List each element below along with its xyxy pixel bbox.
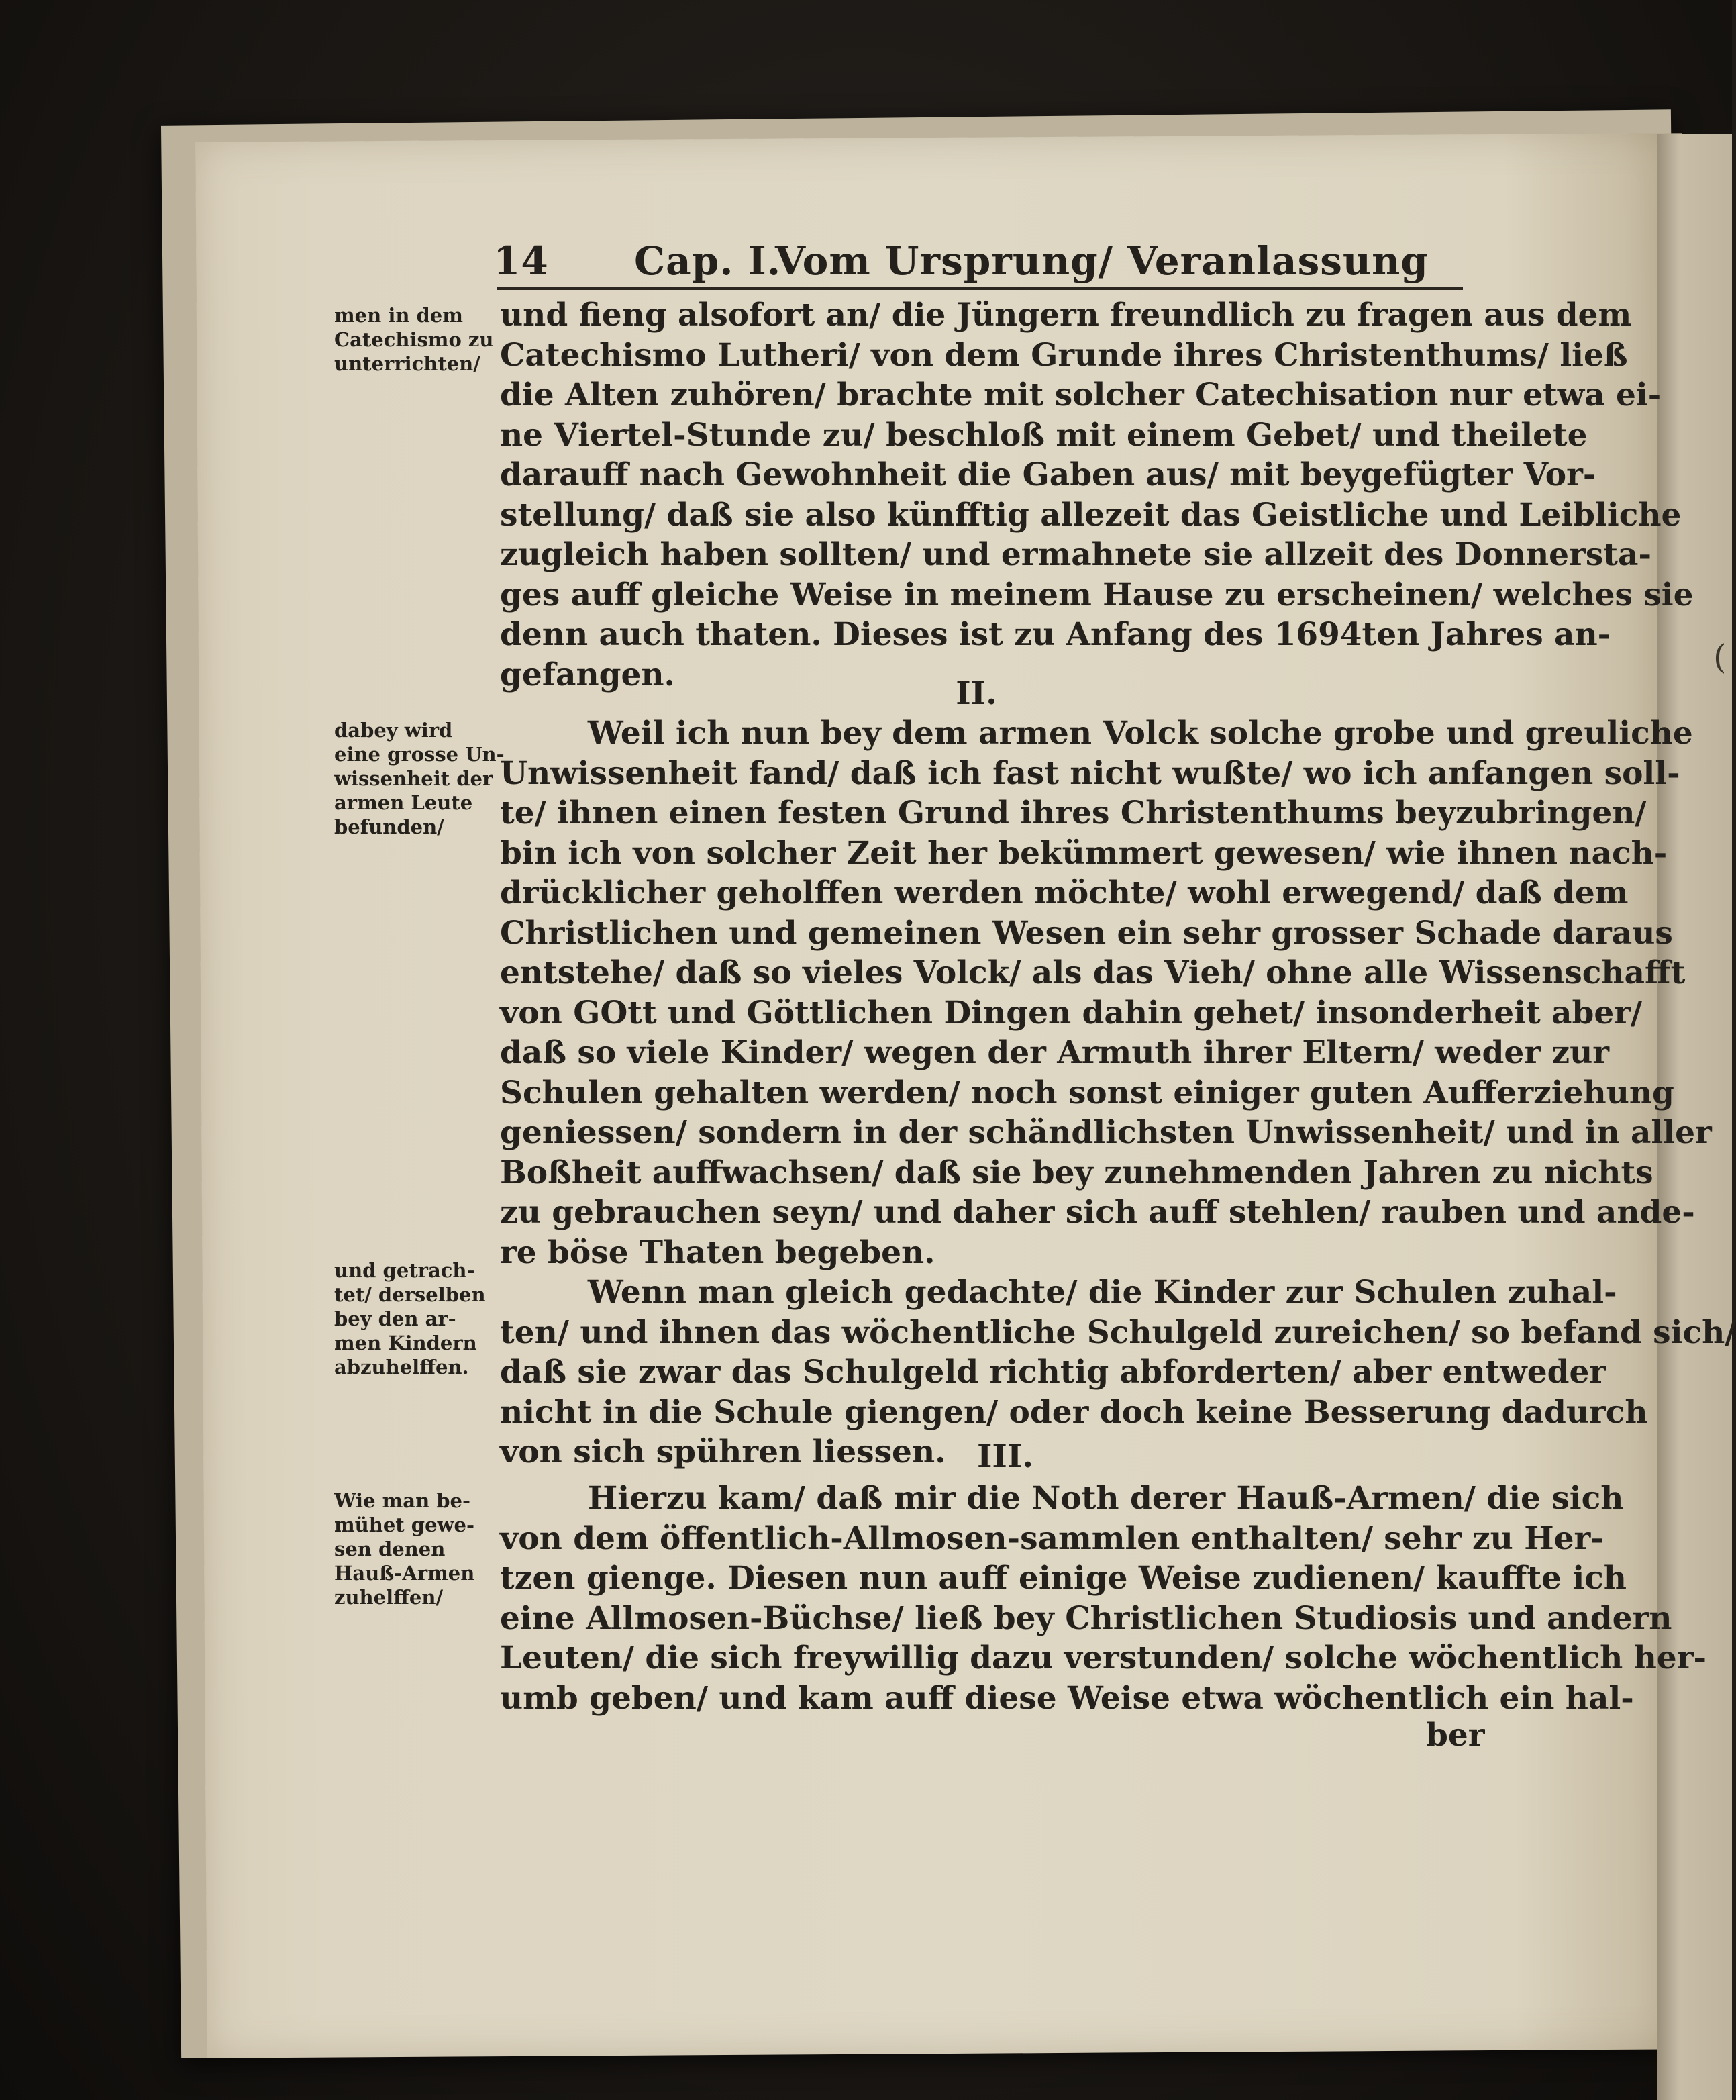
margin-note-line: Catechismo zu — [334, 328, 494, 351]
margin-note-line: men in dem — [334, 304, 463, 327]
margin-note-line: befunden/ — [334, 815, 444, 838]
text-line: re böse Thaten begeben. — [500, 1234, 935, 1271]
margin-note-line: men Kindern — [334, 1332, 477, 1354]
catchword: ber — [1426, 1717, 1485, 1754]
page-number: 14 — [493, 238, 549, 284]
text-line: bin ich von solcher Zeit her bekümmert gewesen/ wie ihnen nach- — [500, 834, 1668, 872]
text-line: Schulen gehalten werden/ noch sonst einiger guten Aufferziehung — [500, 1074, 1674, 1111]
text-line: zu gebrauchen seyn/ und daher sich auff stehlen/ rauben und ande- — [500, 1194, 1695, 1231]
section-heading-II: II. — [956, 674, 997, 712]
margin-note-line: Hauß-Armen — [334, 1562, 475, 1585]
margin-note-line: armen Leute — [334, 791, 473, 814]
text-line: Christlichen und gemeinen Wesen ein sehr grosser Schade daraus — [500, 914, 1673, 952]
text-line: denn auch thaten. Dieses ist zu Anfang des 1694ten Jahres an- — [500, 616, 1611, 653]
section-heading-III: III. — [976, 1438, 1034, 1475]
margin-note-line: unterrichten/ — [334, 352, 480, 375]
text-line: drücklicher geholffen werden möchte/ wohl erwegend/ daß dem — [500, 874, 1629, 911]
header-rule — [497, 287, 1463, 290]
text-line: die Alten zuhören/ brachte mit solcher Catechisation nur etwa ei- — [500, 377, 1662, 413]
text-line: umb geben/ und kam auff diese Weise etwa wöchentlich ein hal- — [500, 1679, 1634, 1717]
text-line: Catechismo Lutheri/ von dem Grunde ihres Christenthums/ ließ — [500, 336, 1628, 374]
text-line: darauff nach Gewohnheit die Gaben aus/ mit beygefügter Vor- — [500, 456, 1596, 493]
chapter-label: Cap. I. — [634, 238, 782, 284]
margin-note-line: und getrach- — [334, 1259, 475, 1282]
running-header — [493, 232, 1466, 292]
text-line: von dem öffentlich-Allmosen-sammlen enthalten/ sehr zu Her- — [500, 1519, 1604, 1557]
text-line: Boßheit auffwachsen/ daß sie bey zunehmenden Jahren zu nichts — [500, 1154, 1653, 1191]
margin-note-catechism — [334, 303, 502, 376]
text-block-3 — [500, 1479, 1706, 1718]
margin-note-line: Wie man be- — [334, 1489, 471, 1512]
text-line: ne Viertel-Stunde zu/ beschloß mit einem Gebet/ und theilete — [500, 416, 1588, 454]
text-line: Hierzu kam/ daß mir die Noth derer Hauß-Armen/ die sich — [500, 1480, 1624, 1517]
margin-note-line: tet/ derselben — [334, 1283, 486, 1306]
text-line: und fieng alsofort an/ die Jüngern freundlich zu fragen aus dem — [500, 297, 1632, 334]
text-line: Weil ich nun bey dem armen Volck solche grobe und greuliche — [500, 715, 1693, 752]
margin-note-line: abzuhelffen. — [334, 1356, 469, 1379]
text-line: ges auff gleiche Weise in meinem Hause zu erscheinen/ welches sie — [500, 576, 1694, 613]
text-line: stellung/ daß sie also künfftig allezeit das Geistliche und Leibliche — [500, 496, 1682, 534]
margin-note-line: sen denen — [334, 1538, 446, 1560]
text-line: geniessen/ sondern in der schändlichsten Unwissenheit/ und in aller — [500, 1114, 1712, 1151]
text-line: von sich spühren liessen. — [500, 1434, 946, 1470]
text-block-1 — [500, 295, 1694, 695]
margin-note-house-poor — [334, 1489, 502, 1609]
stray-mark: ( — [1713, 638, 1727, 677]
running-title: Vom Ursprung/ Veranlassung — [775, 238, 1429, 284]
text-line: daß so viele Kinder/ wegen der Armuth ihrer Eltern/ weder zur — [500, 1034, 1610, 1071]
margin-note-line: dabey wird — [334, 719, 453, 742]
text-line: nicht in die Schule giengen/ oder doch keine Besserung dadurch — [500, 1393, 1648, 1431]
margin-note-line: zuhelffen/ — [334, 1586, 444, 1609]
margin-note-poor-children — [334, 1258, 502, 1379]
text-line: te/ ihnen einen festen Grund ihres Christenthums beyzubringen/ — [500, 795, 1647, 832]
margin-note-line: eine grosse Un- — [334, 743, 505, 766]
text-line: zugleich haben sollten/ und ermahnete sie allzeit des Donnersta- — [500, 536, 1651, 573]
text-line: gefangen. — [500, 656, 675, 693]
text-line: ten/ und ihnen das wöchentliche Schulgeld zureichen/ so befand sich/ — [500, 1313, 1736, 1351]
margin-note-line: wissenheit der — [334, 767, 493, 790]
text-line: Wenn man gleich gedachte/ die Kinder zur Schulen zuhal- — [500, 1274, 1617, 1311]
margin-note-line: mühet gewe- — [334, 1513, 474, 1536]
margin-note-line: bey den ar- — [334, 1307, 456, 1330]
text-line: eine Allmosen-Büchse/ ließ bey Christlichen Studiosis und andern — [500, 1599, 1672, 1637]
text-line: Unwissenheit fand/ daß ich fast nicht wußte/ wo ich anfangen soll- — [500, 754, 1680, 792]
text-line: tzen gienge. Diesen nun auff einige Weise zudienen/ kauffte ich — [500, 1560, 1627, 1597]
text-line: von GOtt und Göttlichen Dingen dahin gehet/ insonderheit aber/ — [500, 994, 1643, 1032]
text-line: daß sie zwar das Schulgeld richtig abforderten/ aber entweder — [500, 1354, 1606, 1391]
text-line: entstehe/ daß so vieles Volck/ als das Vieh/ ohne alle Wissenschafft — [500, 954, 1686, 991]
text-block-2 — [500, 713, 1736, 1472]
margin-note-ignorance — [334, 718, 505, 839]
text-line: Leuten/ die sich freywillig dazu verstunden/ solche wöchentlich her- — [500, 1640, 1706, 1677]
